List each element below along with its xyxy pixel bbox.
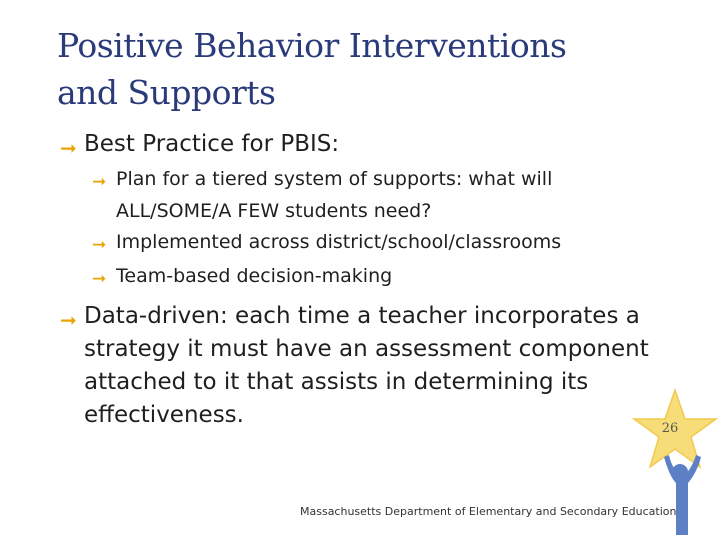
sub-bullet-team-based (92, 260, 716, 292)
down-right-arrow-icon: ➞ (60, 136, 77, 160)
bullet-text: Team-based decision-making (116, 265, 393, 287)
bullet-text: Plan for a tiered system of supports: what will ALL/SOME/A FEW students need? (116, 168, 553, 222)
slide-title-line-2: and Supports (57, 73, 276, 112)
down-right-arrow-icon: ➞ (92, 269, 107, 289)
bullet-text: Data-driven: each time a teacher incorporates a strategy it must have an assessment component attached to it that assists in determining its effectiveness. (84, 303, 649, 428)
person-figure-icon (664, 455, 701, 535)
slide-title-line-1: Positive Behavior Interventions (57, 26, 567, 65)
page-number: 26 (661, 421, 679, 436)
down-right-arrow-icon: ➞ (92, 235, 107, 255)
slide-title (57, 22, 657, 116)
bullet-text: Implemented across district/school/classrooms (116, 231, 562, 253)
down-right-arrow-icon: ➞ (60, 308, 77, 332)
sub-bullet-tiered-system (92, 163, 656, 227)
bullet-text: Best Practice for PBIS: (84, 131, 340, 157)
down-right-arrow-icon: ➞ (92, 172, 107, 192)
footer-text: Massachusetts Department of Elementary and Secondary Education (300, 505, 677, 518)
bullet-data-driven (60, 300, 684, 432)
sub-bullet-implemented (92, 226, 716, 258)
bullet-best-practice (60, 128, 704, 161)
